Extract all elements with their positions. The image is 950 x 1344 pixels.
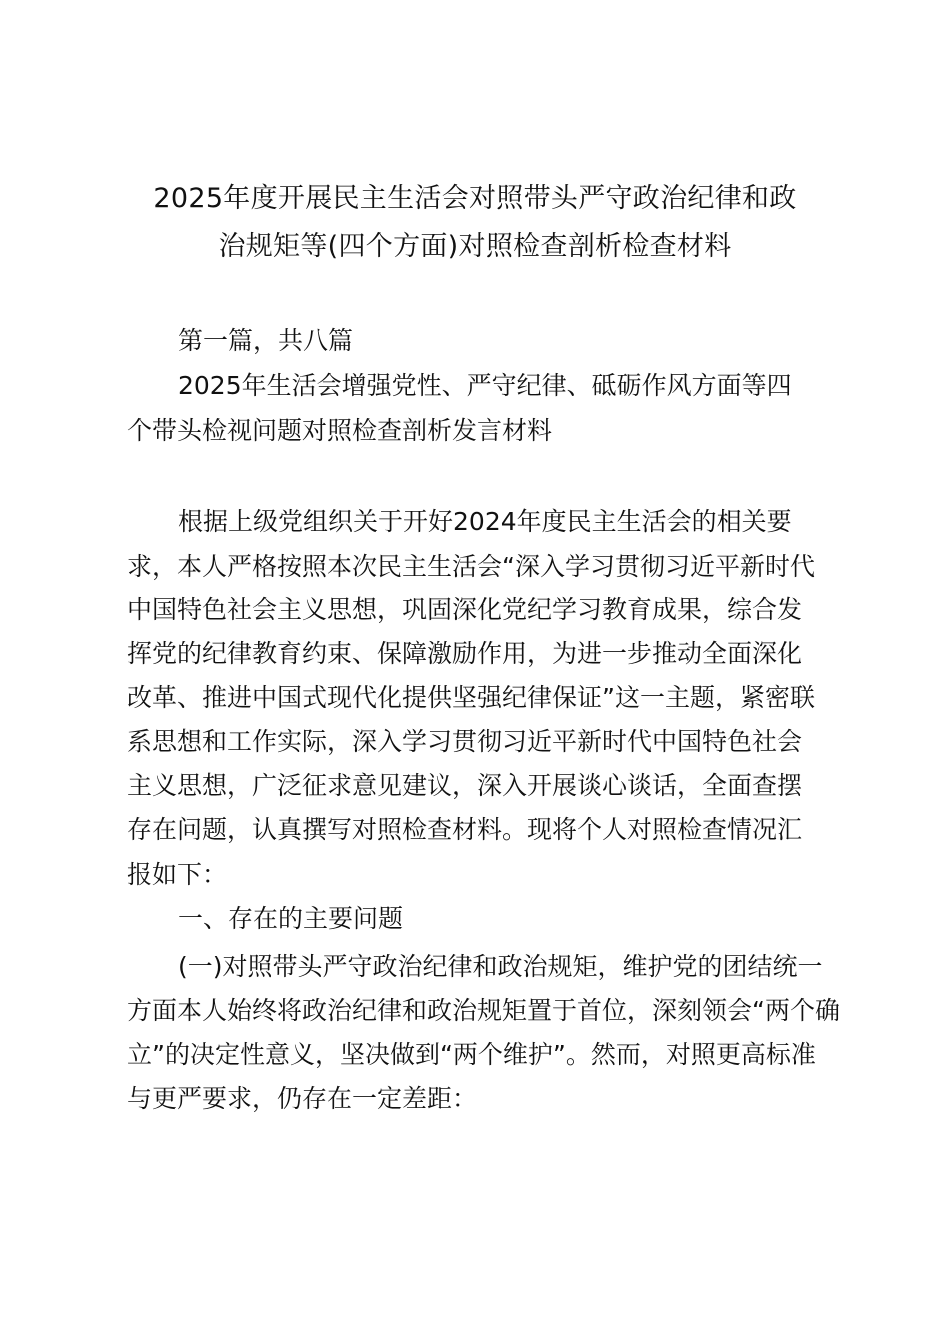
title-line-1: 2025年度开展民主生活会对照带头严守政治纪律和政 (153, 183, 797, 214)
section1-line-3: 立”的决定性意义，坚决做到“两个维护”。然而，对照更高标准 (127, 1040, 816, 1069)
intro-line-4: 挥党的纪律教育约束、保障激励作用，为进一步推动全面深化 (127, 639, 803, 668)
intro-line-1: 根据上级党组织关于开好2024年度民主生活会的相关要 (178, 507, 792, 536)
section1-line-4: 与更严要求，仍存在一定差距： (127, 1084, 478, 1113)
section1-line-1: (一)对照带头严守政治纪律和政治规矩，维护党的团结统一 (178, 952, 823, 981)
subtitle-line-2: 个带头检视问题对照检查剖析发言材料 (127, 416, 553, 445)
subtitle-line-1: 2025年生活会增强党性、严守纪律、砥砺作风方面等四 (178, 371, 792, 400)
intro-line-9: 报如下： (127, 860, 228, 889)
document-title (120, 175, 830, 271)
title-line-2: 治规矩等(四个方面)对照检查剖析检查材料 (218, 231, 732, 262)
intro-line-7: 主义思想，广泛征求意见建议，深入开展谈心谈话，全面查摆 (127, 771, 803, 800)
intro-line-8: 存在问题，认真撰写对照检查材料。现将个人对照检查情况汇 (127, 815, 803, 844)
series-note: 第一篇，共八篇 (178, 326, 354, 355)
intro-line-3: 中国特色社会主义思想，巩固深化党纪学习教育成果，综合发 (127, 595, 803, 624)
intro-line-6: 系思想和工作实际，深入学习贯彻习近平新时代中国特色社会 (127, 727, 803, 756)
intro-line-2: 求，本人严格按照本次民主生活会“深入学习贯彻习近平新时代 (127, 552, 815, 581)
section1-line-2: 方面本人始终将政治纪律和政治规矩置于首位，深刻领会“两个确 (127, 996, 840, 1025)
intro-line-5: 改革、推进中国式现代化提供坚强纪律保证”这一主题，紧密联 (127, 683, 815, 712)
section-heading: 一、存在的主要问题 (178, 904, 404, 933)
